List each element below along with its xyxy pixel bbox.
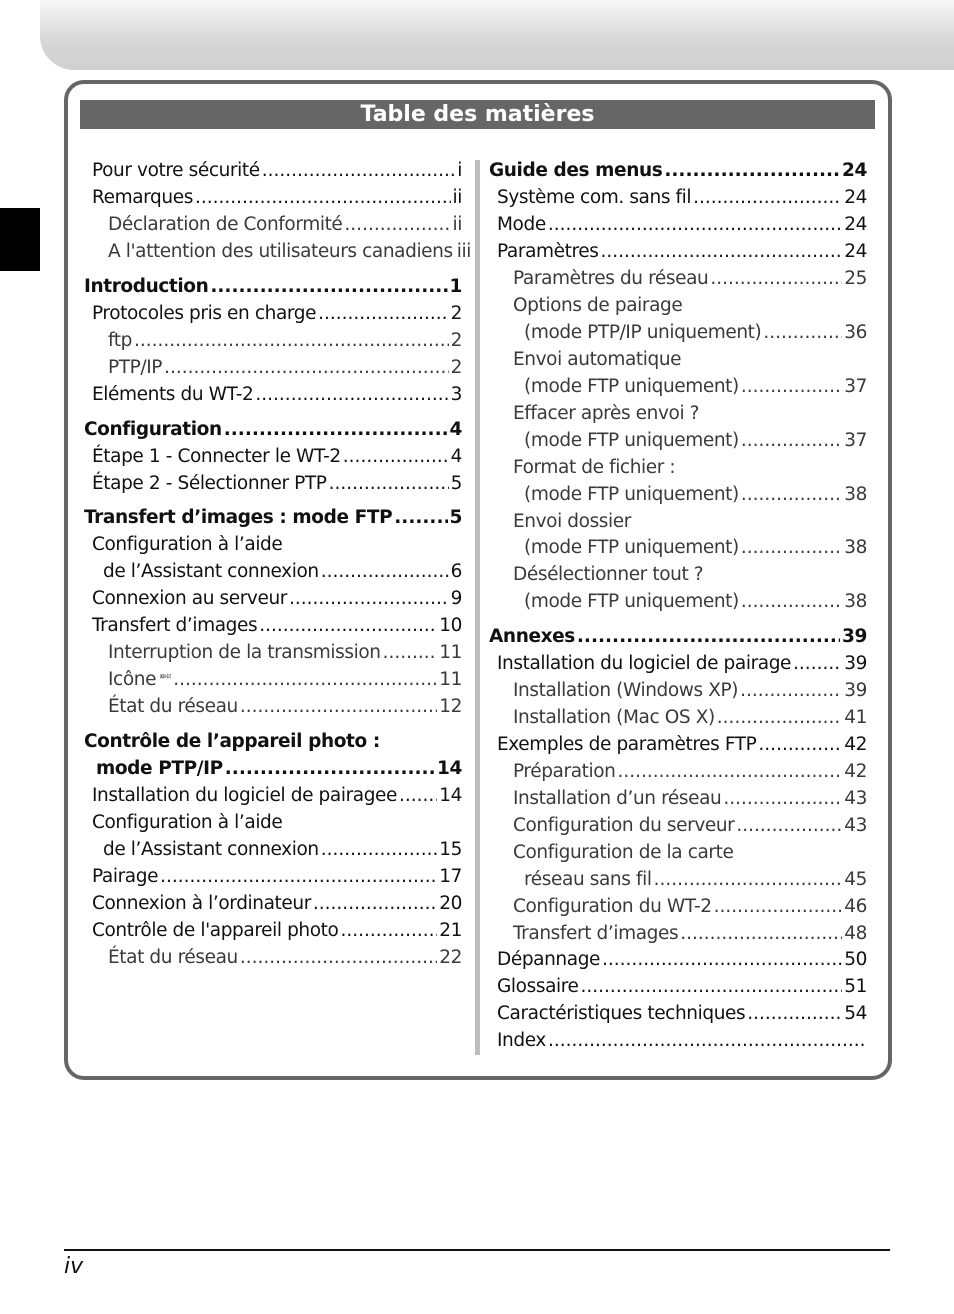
toc-entry[interactable] bbox=[513, 561, 867, 588]
toc-entry-title: (mode PTP/IP uniquement) bbox=[524, 322, 762, 343]
toc-entry-page: 6 bbox=[450, 561, 462, 582]
toc-entry-page: 25 bbox=[844, 268, 867, 289]
toc-entry-page: 20 bbox=[439, 893, 462, 914]
toc-entry-page: 48 bbox=[844, 923, 867, 944]
dot-leader bbox=[318, 300, 449, 327]
toc-entry-title: Interruption de la transmission bbox=[108, 642, 381, 663]
toc-entry-title: Pairage bbox=[92, 866, 159, 887]
dot-leader bbox=[602, 946, 842, 973]
toc-entry-page: 11 bbox=[439, 669, 462, 690]
toc-entry[interactable] bbox=[497, 211, 867, 238]
toc-entry-title: Contrôle de l'appareil photo bbox=[92, 920, 339, 941]
toc-entry-page: 2 bbox=[450, 303, 462, 324]
dot-leader bbox=[160, 863, 437, 890]
toc-entry[interactable] bbox=[513, 785, 867, 812]
dot-leader bbox=[321, 558, 449, 585]
dot-leader bbox=[741, 427, 842, 454]
toc-entry-title: Glossaire bbox=[497, 976, 579, 997]
toc-entry-title: Transfert d’images bbox=[513, 923, 679, 944]
dot-leader bbox=[693, 184, 842, 211]
toc-entry-page: 39 bbox=[842, 626, 867, 647]
toc-entry[interactable] bbox=[513, 265, 867, 292]
toc-entry-page: 37 bbox=[844, 376, 867, 397]
toc-entry-title: Configuration du WT-2 bbox=[513, 896, 712, 917]
dot-leader bbox=[714, 893, 843, 920]
toc-entry[interactable] bbox=[524, 588, 867, 615]
toc-entry[interactable] bbox=[497, 946, 867, 973]
toc-entry-title: Options de pairage bbox=[513, 295, 683, 316]
dot-leader bbox=[741, 373, 842, 400]
toc-entry[interactable] bbox=[497, 238, 867, 265]
toc-entry[interactable] bbox=[108, 639, 462, 666]
toc-entry-page: 17 bbox=[439, 866, 462, 887]
toc-entry[interactable] bbox=[513, 758, 867, 785]
toc-entry[interactable] bbox=[103, 836, 462, 863]
dot-leader bbox=[747, 1000, 842, 1027]
toc-entry-title: Configuration du serveur bbox=[513, 815, 735, 836]
toc-entry-title: Paramètres bbox=[497, 241, 599, 262]
dot-leader bbox=[600, 238, 842, 265]
toc-entry-title: Exemples de paramètres FTP bbox=[497, 734, 757, 755]
toc-entry[interactable] bbox=[513, 292, 867, 319]
toc-entry-title: ftp bbox=[108, 330, 132, 351]
toc-entry-page: 45 bbox=[844, 869, 867, 890]
toc-entry[interactable] bbox=[524, 866, 867, 893]
toc-entry-page: 15 bbox=[439, 839, 462, 860]
toc-entry[interactable] bbox=[92, 917, 462, 944]
toc-entry-page: 11 bbox=[439, 642, 462, 663]
toc-entry[interactable] bbox=[513, 812, 867, 839]
dot-leader bbox=[240, 944, 437, 971]
toc-entry-title: Effacer après envoi ? bbox=[513, 403, 700, 424]
toc-entry[interactable] bbox=[108, 354, 462, 381]
toc-entry-title: Mode bbox=[497, 214, 546, 235]
toc-entry-page: 37 bbox=[844, 430, 867, 451]
toc-entry[interactable] bbox=[108, 693, 462, 720]
toc-entry[interactable] bbox=[513, 454, 867, 481]
toc-entry[interactable] bbox=[96, 755, 462, 782]
toc-entry-title: Configuration à l’aide bbox=[92, 534, 283, 555]
camera-transfer-icon bbox=[160, 667, 171, 685]
dot-leader bbox=[255, 381, 448, 408]
toc-entry[interactable] bbox=[92, 381, 462, 408]
dot-leader bbox=[763, 319, 842, 346]
toc-entry-title: (mode FTP uniquement) bbox=[524, 591, 739, 612]
toc-entry-page: 41 bbox=[844, 707, 867, 728]
dot-leader bbox=[664, 157, 840, 184]
dot-leader bbox=[210, 273, 447, 300]
page-number: iv bbox=[64, 1254, 84, 1279]
dot-leader bbox=[262, 157, 456, 184]
toc-entry-page: 14 bbox=[439, 785, 462, 806]
toc-entry-title: Configuration de la carte bbox=[513, 842, 734, 863]
toc-entry-title: réseau sans fil bbox=[524, 869, 652, 890]
dot-leader bbox=[577, 623, 840, 650]
toc-entry[interactable] bbox=[92, 585, 462, 612]
dot-leader bbox=[329, 470, 449, 497]
toc-entry[interactable] bbox=[92, 531, 462, 558]
dot-leader bbox=[741, 534, 842, 561]
toc-entry[interactable] bbox=[524, 373, 867, 400]
dot-leader bbox=[654, 866, 843, 893]
toc-entry[interactable] bbox=[92, 443, 462, 470]
toc-entry-title: (mode FTP uniquement) bbox=[524, 376, 739, 397]
dot-leader bbox=[741, 481, 842, 508]
toc-entry[interactable] bbox=[92, 300, 462, 327]
toc-entry-page: 38 bbox=[844, 591, 867, 612]
toc-entry[interactable] bbox=[92, 782, 462, 809]
dot-leader bbox=[399, 782, 437, 809]
toc-entry[interactable] bbox=[92, 470, 462, 497]
toc-entry-title: Configuration bbox=[84, 419, 222, 440]
dot-leader bbox=[240, 693, 437, 720]
toc-entry-page: 24 bbox=[844, 214, 867, 235]
toc-entry[interactable] bbox=[92, 184, 462, 211]
toc-entry[interactable] bbox=[524, 427, 867, 454]
dot-leader bbox=[164, 354, 449, 381]
toc-entry-title: PTP/IP bbox=[108, 357, 163, 378]
toc-entry-title: État du réseau bbox=[108, 696, 238, 717]
toc-entry-page: i bbox=[457, 160, 462, 181]
dot-leader bbox=[710, 265, 842, 292]
toc-entry-title: Envoi dossier bbox=[513, 511, 631, 532]
toc-entry[interactable] bbox=[497, 1027, 867, 1054]
toc-entry[interactable] bbox=[108, 238, 471, 265]
toc-entry-title: Envoi automatique bbox=[513, 349, 682, 370]
toc-entry[interactable] bbox=[92, 809, 462, 836]
toc-entry[interactable] bbox=[513, 839, 867, 866]
toc-entry-title: Annexes bbox=[489, 626, 575, 647]
toc-entry-title: A l'attention des utilisateurs canadiens bbox=[108, 241, 453, 262]
toc-entry[interactable] bbox=[497, 973, 867, 1000]
dot-leader bbox=[383, 639, 438, 666]
header-band bbox=[40, 0, 954, 70]
dot-leader bbox=[741, 588, 842, 615]
toc-entry[interactable] bbox=[108, 944, 462, 971]
toc-entry-page: 38 bbox=[844, 537, 867, 558]
toc-entry-title: (mode FTP uniquement) bbox=[524, 484, 739, 505]
toc-entry-title: Icône bbox=[108, 669, 157, 690]
toc-entry-title: (mode FTP uniquement) bbox=[524, 430, 739, 451]
toc-entry-title: Transfert d’images : mode FTP bbox=[84, 507, 393, 528]
dot-leader bbox=[224, 416, 448, 443]
toc-entry-title: Installation d’un réseau bbox=[513, 788, 722, 809]
toc-entry-title: Eléments du WT-2 bbox=[92, 384, 254, 405]
toc-entry-title: Index bbox=[497, 1030, 546, 1051]
toc-entry[interactable] bbox=[513, 893, 867, 920]
toc-entry-title: Installation du logiciel de pairage bbox=[497, 653, 792, 674]
dot-leader bbox=[340, 917, 437, 944]
toc-entry-page: 51 bbox=[844, 976, 867, 997]
toc-entry-title: Installation (Windows XP) bbox=[513, 680, 739, 701]
dot-leader bbox=[740, 677, 842, 704]
toc-entry-title: de l’Assistant connexion bbox=[103, 561, 319, 582]
toc-entry-page: 2 bbox=[450, 330, 462, 351]
toc-entry-page: 36 bbox=[844, 322, 867, 343]
toc-entry-title: Dépannage bbox=[497, 949, 601, 970]
toc-entry[interactable] bbox=[103, 558, 462, 585]
dot-leader bbox=[321, 836, 438, 863]
toc-entry-page: 12 bbox=[439, 696, 462, 717]
toc-entry-title: État du réseau bbox=[108, 947, 238, 968]
toc-entry[interactable] bbox=[84, 416, 462, 443]
toc-entry-title: Transfert d’images bbox=[92, 615, 258, 636]
toc-entry[interactable] bbox=[513, 346, 867, 373]
toc-entry-page: 4 bbox=[449, 419, 462, 440]
dot-leader bbox=[173, 666, 437, 693]
toc-entry-title: Désélectionner tout ? bbox=[513, 564, 704, 585]
toc-entry-page: 4 bbox=[450, 446, 462, 467]
toc-entry-title: Préparation bbox=[513, 761, 616, 782]
toc-entry-title: Étape 2 - Sélectionner PTP bbox=[92, 473, 327, 494]
toc-entry[interactable] bbox=[524, 534, 867, 561]
toc-entry-title: Introduction bbox=[84, 276, 209, 297]
toc-entry-title: Paramètres du réseau bbox=[513, 268, 709, 289]
toc-entry-title: Format de fichier : bbox=[513, 457, 676, 478]
toc-entry[interactable] bbox=[84, 728, 462, 755]
toc-entry-title: Configuration à l’aide bbox=[92, 812, 283, 833]
toc-entry[interactable] bbox=[497, 184, 867, 211]
toc-title: Table des matières bbox=[80, 100, 875, 129]
toc-entry-title: Déclaration de Conformité bbox=[108, 214, 343, 235]
toc-entry[interactable] bbox=[108, 211, 462, 238]
toc-entry-page: 5 bbox=[449, 507, 462, 528]
toc-entry-page: 39 bbox=[844, 680, 867, 701]
dot-leader bbox=[134, 327, 449, 354]
toc-entry[interactable] bbox=[84, 273, 462, 300]
toc-entry-page: 2 bbox=[450, 357, 462, 378]
toc-entry-page: 54 bbox=[844, 1003, 867, 1024]
toc-entry-page: ii bbox=[452, 214, 462, 235]
toc-entry[interactable] bbox=[513, 400, 867, 427]
footer-rule bbox=[64, 1249, 890, 1251]
toc-entry-page: 24 bbox=[842, 160, 867, 181]
toc-entry-page: 24 bbox=[844, 241, 867, 262]
toc-entry-page: 43 bbox=[844, 815, 867, 836]
dot-leader bbox=[717, 704, 842, 731]
toc-entry-page: 39 bbox=[844, 653, 867, 674]
toc-entry[interactable] bbox=[513, 920, 867, 947]
toc-entry-page: 38 bbox=[844, 484, 867, 505]
toc-entry[interactable] bbox=[524, 319, 867, 346]
toc-entry[interactable] bbox=[513, 508, 867, 535]
toc-entry[interactable] bbox=[524, 481, 867, 508]
toc-entry-title: Connexion à l’ordinateur bbox=[92, 893, 311, 914]
dot-leader bbox=[344, 211, 450, 238]
toc-entry[interactable] bbox=[497, 731, 867, 758]
toc-entry-page: 42 bbox=[844, 734, 867, 755]
toc-entry-page: 50 bbox=[844, 949, 867, 970]
toc-entry-page: 21 bbox=[439, 920, 462, 941]
toc-entry-page: 22 bbox=[439, 947, 462, 968]
toc-entry-title: mode PTP/IP bbox=[96, 758, 223, 779]
dot-leader bbox=[758, 731, 842, 758]
dot-leader bbox=[343, 443, 449, 470]
toc-entry-title: Connexion au serveur bbox=[92, 588, 287, 609]
toc-entry-page: 43 bbox=[844, 788, 867, 809]
dot-leader bbox=[394, 504, 447, 531]
toc-entry[interactable] bbox=[489, 157, 867, 184]
toc-entry-page: 10 bbox=[439, 615, 462, 636]
dot-leader bbox=[313, 890, 437, 917]
dot-leader bbox=[581, 973, 843, 1000]
dot-leader bbox=[617, 758, 842, 785]
toc-entry[interactable] bbox=[497, 1000, 867, 1027]
toc-entry[interactable] bbox=[513, 677, 867, 704]
toc-entry-title: Étape 1 - Connecter le WT-2 bbox=[92, 446, 341, 467]
dot-leader bbox=[736, 812, 842, 839]
dot-leader bbox=[723, 785, 842, 812]
toc-entry-title: de l’Assistant connexion bbox=[103, 839, 319, 860]
dot-leader bbox=[793, 650, 842, 677]
toc-entry-page: iii bbox=[456, 241, 471, 262]
toc-entry-title: Installation du logiciel de pairagee bbox=[92, 785, 398, 806]
toc-entry-title: Guide des menus bbox=[489, 160, 663, 181]
toc-entry-page: 5 bbox=[450, 473, 462, 494]
toc-entry[interactable] bbox=[84, 504, 462, 531]
dot-leader bbox=[548, 211, 842, 238]
dot-leader bbox=[289, 585, 449, 612]
toc-entry[interactable] bbox=[108, 666, 462, 693]
toc-entry[interactable] bbox=[497, 650, 867, 677]
toc-entry-title: Système com. sans fil bbox=[497, 187, 692, 208]
toc-entry-page: 46 bbox=[844, 896, 867, 917]
toc-entry[interactable] bbox=[92, 157, 462, 184]
toc-entry-page: 1 bbox=[449, 276, 462, 297]
section-tab-marker bbox=[0, 208, 40, 271]
dot-leader bbox=[680, 920, 842, 947]
toc-entry[interactable] bbox=[92, 890, 462, 917]
toc-entry[interactable] bbox=[489, 623, 867, 650]
dot-leader bbox=[259, 612, 437, 639]
dot-leader bbox=[548, 1027, 865, 1054]
toc-entry-page: 24 bbox=[844, 187, 867, 208]
toc-entry-page: 3 bbox=[450, 384, 462, 405]
toc-entry[interactable] bbox=[92, 612, 462, 639]
toc-entry-title: Contrôle de l’appareil photo : bbox=[84, 731, 380, 752]
toc-entry-title: Installation (Mac OS X) bbox=[513, 707, 715, 728]
toc-entry-page: 9 bbox=[450, 588, 462, 609]
toc-entry-page: 42 bbox=[844, 761, 867, 782]
column-divider bbox=[475, 160, 480, 1055]
toc-entry[interactable] bbox=[513, 704, 867, 731]
toc-entry-title: (mode FTP uniquement) bbox=[524, 537, 739, 558]
toc-entry-title: Caractéristiques techniques bbox=[497, 1003, 746, 1024]
dot-leader bbox=[195, 184, 451, 211]
toc-entry-title: Pour votre sécurité bbox=[92, 160, 260, 181]
toc-entry-page: 14 bbox=[437, 758, 462, 779]
toc-entry-title: Protocoles pris en charge bbox=[92, 303, 317, 324]
toc-entry[interactable] bbox=[92, 863, 462, 890]
toc-entry[interactable] bbox=[108, 327, 462, 354]
toc-entry-title: Remarques bbox=[92, 187, 193, 208]
dot-leader bbox=[225, 755, 435, 782]
toc-entry-page: ii bbox=[452, 187, 462, 208]
